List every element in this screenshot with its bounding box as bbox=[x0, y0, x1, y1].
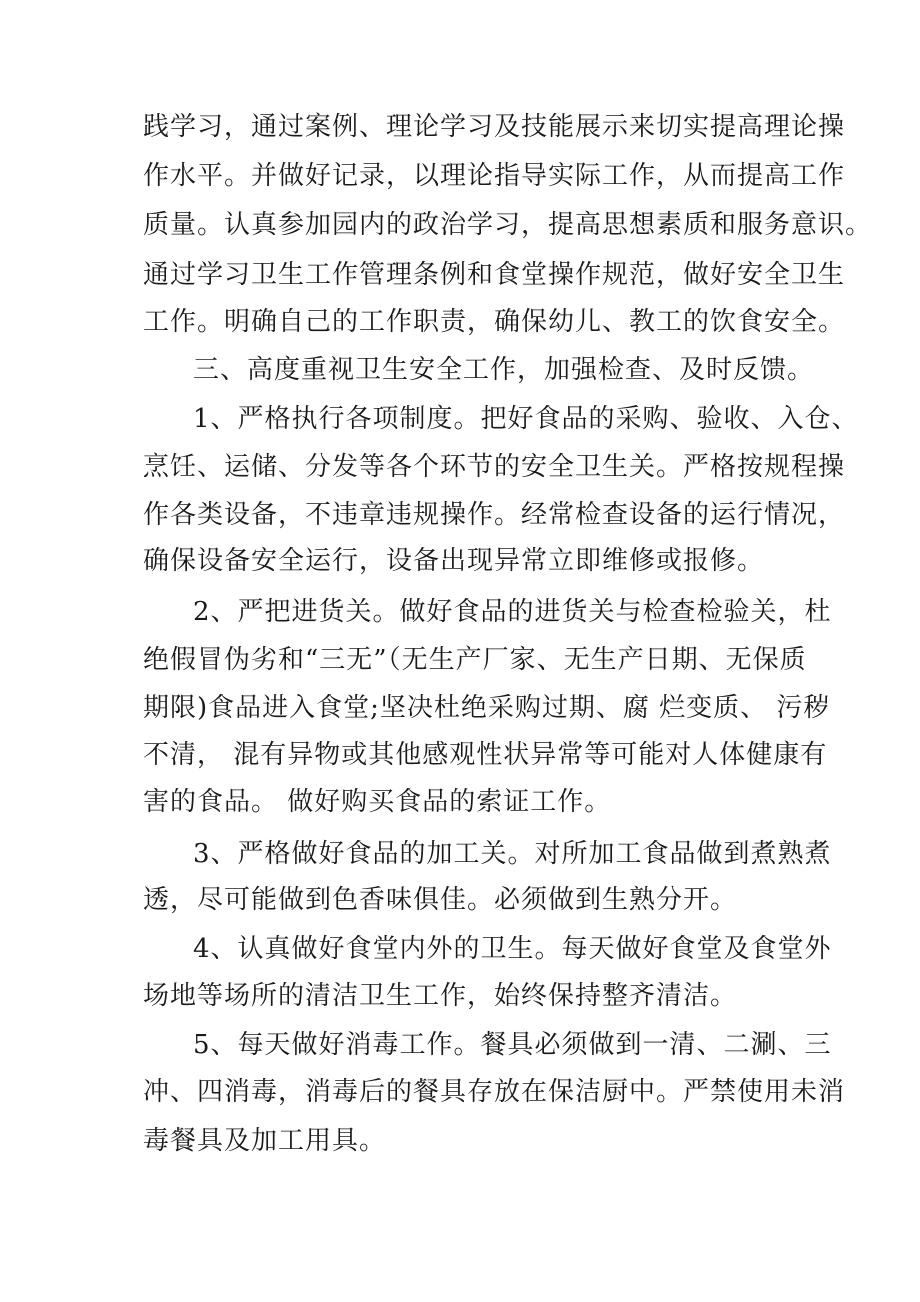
text-line: 作各类设备，不违章违规操作。经常检查设备的运行情况， bbox=[143, 500, 846, 530]
text-line: 通过学习卫生工作管理条例和食堂操作规范，做好安全卫生 bbox=[143, 260, 846, 290]
text-line: 毒餐具及加工用具。 bbox=[143, 1126, 387, 1156]
text-line: 践学习，通过案例、理论学习及技能展示来切实提高理论操 bbox=[143, 112, 846, 142]
text-line: 场地等场所的清洁卫生工作，始终保持整齐清洁。 bbox=[143, 981, 738, 1011]
text-line: 期限)食品进入食堂;坚决杜绝采购过期、腐 烂变质、 污秽 bbox=[143, 693, 831, 723]
text-line: 质量。认真参加园内的政治学习，提高思想素质和服务意识。 bbox=[143, 210, 873, 240]
text-line: 绝假冒伪劣和“三无”（无生产厂家、无生产日期、无保质 bbox=[143, 645, 807, 675]
text-line: 烹饪、运储、分发等各个环节的安全卫生关。严格按规程操 bbox=[143, 452, 846, 482]
text-line: 3、严格做好食品的加工关。对所加工食品做到煮熟煮 bbox=[193, 839, 832, 869]
text-line: 害的食品。 做好购买食品的索证工作。 bbox=[143, 787, 612, 817]
text-line: 工作。明确自己的工作职责，确保幼儿、教工的饮食安全。 bbox=[143, 307, 846, 337]
text-line: 透，尽可能做到色香味俱佳。必须做到生熟分开。 bbox=[143, 885, 738, 915]
text-line: 5、每天做好消毒工作。餐具必须做到一清、二涮、三 bbox=[193, 1030, 832, 1060]
text-line: 2、严把进货关。做好食品的进货关与检查检验关，杜 bbox=[193, 597, 832, 627]
section-heading: 三、高度重视卫生安全工作，加强检查、及时反馈。 bbox=[193, 355, 815, 385]
text-line: 1、严格执行各项制度。把好食品的采购、验收、入仓、 bbox=[193, 404, 859, 434]
text-line: 冲、四消毒，消毒后的餐具存放在保洁厨中。严禁使用未消 bbox=[143, 1077, 846, 1107]
text-line: 4、认真做好食堂内外的卫生。每天做好食堂及食堂外 bbox=[193, 934, 832, 964]
text-line: 不清， 混有异物或其他感观性状异常等可能对人体健康有 bbox=[143, 740, 828, 770]
text-line: 确保设备安全运行，设备出现异常立即维修或报修。 bbox=[143, 546, 765, 576]
text-line: 作水平。并做好记录，以理论指导实际工作，从而提高工作 bbox=[143, 161, 846, 191]
